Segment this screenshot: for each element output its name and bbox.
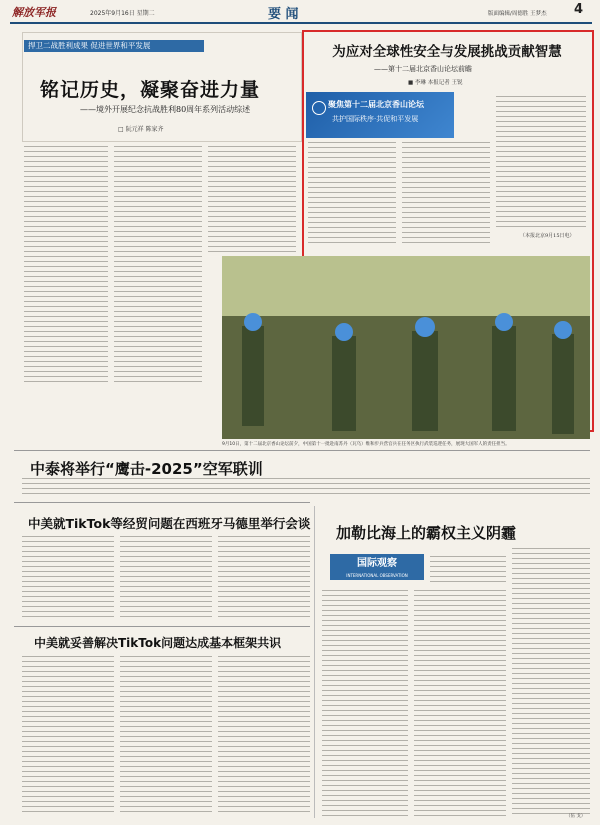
divider-eagle xyxy=(14,450,590,451)
forum-banner-line1: 聚焦第十二届北京香山论坛 xyxy=(328,100,424,109)
page-editors: 版面编辑/周德胜 王梦杰 xyxy=(488,11,547,17)
author-sign: （伍 戈） xyxy=(566,814,586,819)
forum-byline: ■ 李琳 本报记者 王锐 xyxy=(408,80,463,86)
feature-body-col-1 xyxy=(24,146,108,384)
hegemony-col-1 xyxy=(430,556,506,586)
divider-tiktok xyxy=(14,502,310,503)
section-name: 要 闻 xyxy=(268,7,299,22)
header-rule xyxy=(10,22,592,24)
international-observation-badge xyxy=(330,554,424,580)
feature-subtitle: ——境外开展纪念抗战胜利80周年系列活动综述 xyxy=(80,105,251,114)
intl-badge-label: 国际观察 xyxy=(357,558,397,569)
intl-badge-sublabel: INTERNATIONAL OBSERVATION xyxy=(346,573,408,578)
masthead: 解放军报 xyxy=(12,6,56,19)
forum-subtitle: ——第十二届北京香山论坛前瞻 xyxy=(374,65,472,73)
feature-title: 铭记历史，凝聚奋进力量 xyxy=(40,79,261,101)
tiktok-talks-col-2 xyxy=(120,536,212,620)
eagle-strike-headline: 中泰将举行“鹰击-2025”空军联训 xyxy=(30,460,263,478)
forum-body-col-1 xyxy=(308,142,396,246)
tiktok-talks-col-3 xyxy=(218,536,310,620)
forum-logo-icon xyxy=(312,101,326,115)
forum-dateline: （本报北京9月15日电） xyxy=(520,233,575,239)
forum-body-col-3 xyxy=(496,96,586,230)
divider-framework xyxy=(14,626,310,627)
feature-body-col-3 xyxy=(208,146,296,252)
forum-banner-line2: 共护国际秩序·共促和平发展 xyxy=(332,115,419,123)
column-divider xyxy=(314,506,315,818)
tiktok-talks-headline: 中美就TikTok等经贸问题在西班牙马德里举行会谈 xyxy=(28,516,311,531)
page-number: 4 xyxy=(574,2,584,17)
hegemony-col-2 xyxy=(512,548,590,814)
hegemony-col-4 xyxy=(414,590,506,816)
forum-title: 为应对全球性安全与发展挑战贡献智慧 xyxy=(332,44,562,60)
soldiers-photo-illustration xyxy=(222,256,590,439)
feature-banner: 捍卫二战胜利成果 促进世界和平发展 xyxy=(24,40,204,52)
hegemony-col-3 xyxy=(322,590,408,816)
forum-body-col-2 xyxy=(402,142,490,246)
eagle-strike-body xyxy=(22,478,590,494)
feature-byline: □ 阮元祥 陈家齐 xyxy=(118,126,164,133)
hegemony-headline: 加勒比海上的霸权主义阴霾 xyxy=(336,524,517,542)
feature-body-col-2 xyxy=(114,146,202,384)
tiktok-framework-col-2 xyxy=(120,656,212,816)
tiktok-framework-headline: 中美就妥善解决TikTok问题达成基本框架共识 xyxy=(34,636,282,650)
issue-date: 2025年9月16日 星期二 xyxy=(90,10,155,17)
news-photo xyxy=(222,256,590,439)
tiktok-framework-col-1 xyxy=(22,656,114,816)
photo-caption: 9月10日，第十二届北京香山论坛前夕，中国第十一批赴南苏丹（瓦乌）维和步兵营官兵在任务区执行武装巡逻任务，展现大国军人的责任担当。 xyxy=(222,442,510,447)
tiktok-framework-col-3 xyxy=(218,656,310,816)
tiktok-talks-col-1 xyxy=(22,536,114,620)
